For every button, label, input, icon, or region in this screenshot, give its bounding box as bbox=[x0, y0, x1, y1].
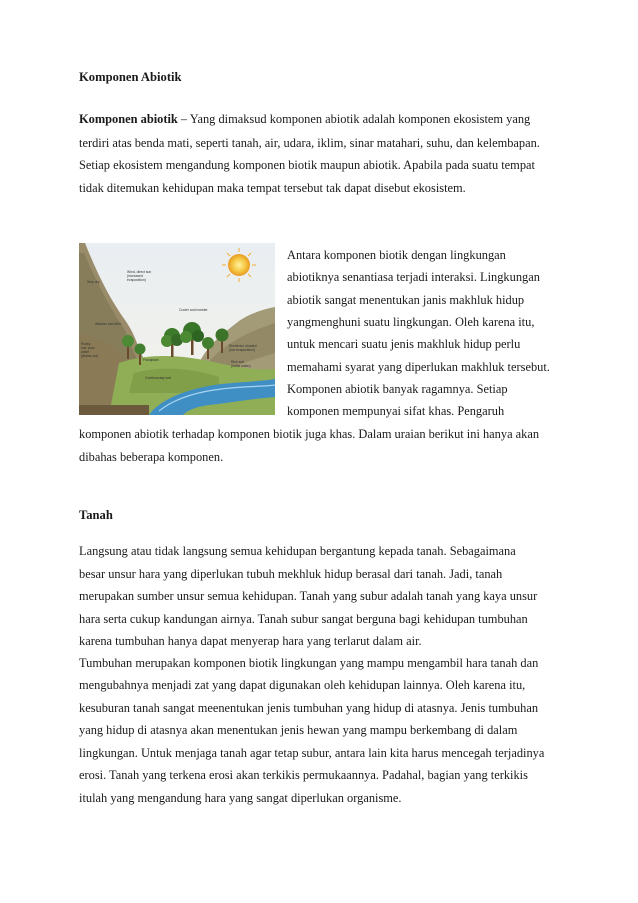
label-sheltered: Sheltered, shaded bbox=[229, 344, 257, 348]
paragraph-line: yangmenghuni suatu lingkungan. Oleh karena itu, bbox=[287, 315, 535, 329]
paragraph-line: mengubahnya menjadi zat yang dapat digunakan oleh kehidupan lainnya. Oleh karena itu, bbox=[79, 678, 526, 692]
paragraph-line: Langsung atau tidak langsung semua kehidupan bergantung kepada tanah. Sebagaimana bbox=[79, 544, 516, 558]
paragraph-line: terdiri atas benda mati, seperti tanah, air, udara, iklim, sinar matahari, suhu, dan kelembapan. bbox=[79, 136, 540, 150]
label-wind: Wind, direct sun bbox=[127, 270, 152, 274]
label-rocky-4: (drains out) bbox=[81, 354, 99, 358]
term-bold: Komponen abiotik bbox=[79, 112, 178, 126]
paragraph-line: komponen mempunyai sifat khas. Pengaruh bbox=[287, 404, 505, 418]
paragraph-line: itulah yang mengandung hara yang sangat diperlukan organisme. bbox=[79, 791, 402, 805]
label-rich-soil-2: (holds water) bbox=[231, 364, 251, 368]
label-cooler: Cooler and moister bbox=[179, 308, 208, 312]
ecosystem-diagram-image bbox=[79, 243, 275, 415]
paragraph-text: – Yang dimaksud komponen abiotik adalah komponen ekosistem yang bbox=[177, 112, 531, 126]
label-continuously-wet: Continuously wet bbox=[145, 376, 171, 380]
paragraph-line: lingkungan. Untuk menjaga tanah agar tetap subur, antara lain kita harus mencegah terjadinya bbox=[79, 746, 545, 760]
label-rich-soil: Rich soil bbox=[231, 360, 244, 364]
label-rocky: Rocky bbox=[81, 342, 91, 346]
section-heading-komponen-abiotik: Komponen Abiotik bbox=[79, 70, 182, 84]
paragraph-line: Setiap ekosistem mengandung komponen biotik maupun abiotik. Apabila pada suatu tempat bbox=[79, 158, 535, 172]
label-wind-2: (increased bbox=[127, 274, 143, 278]
label-rocky-3: water bbox=[81, 350, 90, 354]
paragraph-line: dibahas beberapa komponen. bbox=[79, 450, 224, 464]
section-heading-tanah: Tanah bbox=[79, 508, 113, 522]
paragraph-line: komponen abiotik terhadap komponen biotik juga khas. Dalam uraian berikut ini hanya akan bbox=[79, 427, 540, 441]
label-wind-3: evaporation) bbox=[127, 278, 146, 282]
paragraph-line: tidak ditemukan kehidupan maka tempat tersebut tak dapat disebut ekosistem. bbox=[79, 181, 466, 195]
paragraph-line: yang hidup di atasnya akan menentukan jenis hewan yang mampu berkembang di dalam bbox=[79, 723, 518, 737]
label-sheltered-2: (low evaporation) bbox=[229, 348, 256, 352]
paragraph-line: untuk mencari suatu jenis makhluk hidup perlu bbox=[287, 337, 521, 351]
paragraph-line: kesuburan tanah sangat meenentukan jenis tumbuhan yang hidup di atasnya. Jenis tumbuhan bbox=[79, 701, 539, 715]
paragraph-line: memahami syarat yang diperlukan makhluk tersebut. bbox=[287, 360, 550, 374]
paragraph-line: Komponen abiotik banyak ragamnya. Setiap bbox=[287, 382, 508, 396]
label-very-dry: Very dry bbox=[87, 280, 100, 284]
paragraph-line: Tumbuhan merupakan komponen biotik lingkungan yang mampu mengambil hara tanah dan bbox=[79, 656, 539, 670]
label-rocky-2: soil, poor bbox=[81, 346, 95, 350]
paragraph-line: hara serta cukup kandungan airnya. Tanah subur sangat berguna bagi kehidupan tumbuhan bbox=[79, 612, 528, 626]
paragraph-line: abiotik sangat menentukan janis makhluk hidup bbox=[287, 293, 525, 307]
label-floodplain: Floodplain bbox=[143, 358, 159, 362]
paragraph-line: Antara komponen biotik dengan lingkungan bbox=[287, 248, 506, 262]
paragraph-line: karena tumbuhan hanya dapat menyerap hara yang terlarut dalam air. bbox=[79, 634, 422, 648]
paragraph-line: erosi. Tanah yang terkena erosi akan terkikis permukaannya. Padahal, bagian yang terkikis bbox=[79, 768, 528, 782]
label-warmer: Warmer and drier bbox=[95, 322, 122, 326]
paragraph-line: besar unsur hara yang diperlukan tubuh mekhluk hidup berasal dari tanah. Jadi, tanah bbox=[79, 567, 503, 581]
paragraph-line: merupakan sumber unsur semua kehidupan. Tanah yang subur adalah tanah yang kaya unsur bbox=[79, 589, 538, 603]
paragraph-line: abiotiknya senantiasa terjadi interaksi. Lingkungan bbox=[287, 270, 540, 284]
paragraph-line bbox=[79, 108, 530, 130]
